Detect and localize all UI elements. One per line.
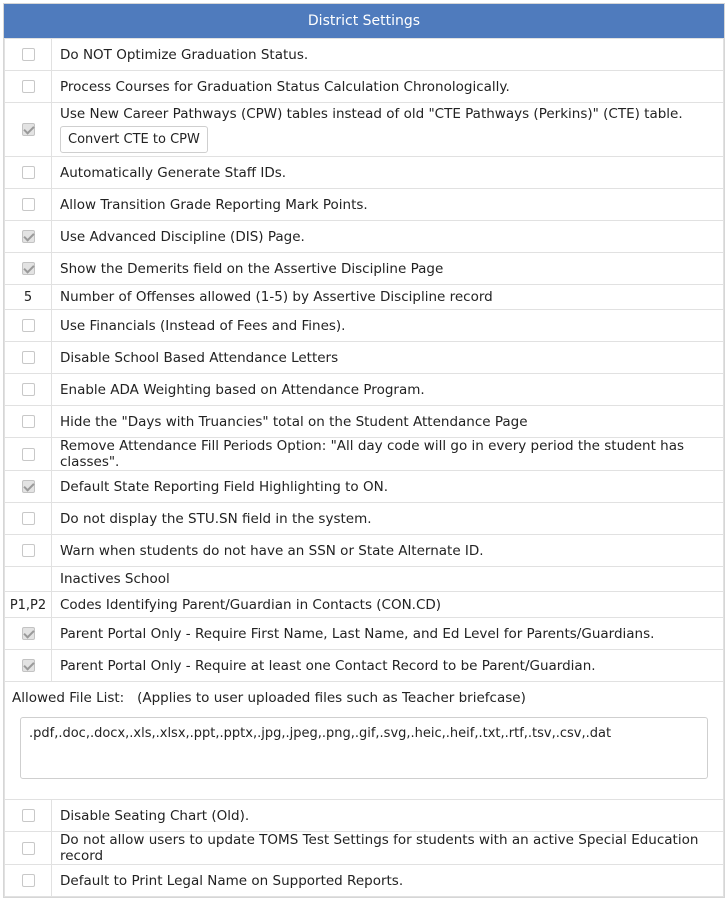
panel-title: District Settings [307, 13, 421, 29]
setting-label: Default to Print Legal Name on Supported Reports. [60, 872, 404, 889]
checkbox-disable-seating-chart[interactable] [22, 809, 35, 822]
checkbox-generate-staff-ids[interactable] [22, 166, 35, 179]
setting-row-generate-staff-ids [5, 157, 724, 189]
checkbox-grad-chronological[interactable] [22, 80, 35, 93]
settings-table [4, 38, 724, 897]
setting-row-portal-require-names [5, 618, 724, 650]
convert-cte-to-cpw-button[interactable]: Convert CTE to CPW [60, 126, 208, 153]
setting-label: Do NOT Optimize Graduation Status. [60, 46, 309, 63]
allowed-files-textarea[interactable]: .pdf,.doc,.docx,.xls,.xlsx,.ppt,.pptx,.jpg,.jpeg,.png,.gif,.svg,.heic,.heif,.txt,.rtf,.tsv,.csv,.dat [20, 717, 708, 779]
setting-row-use-financials [5, 310, 724, 342]
checkbox-state-reporting-highlight[interactable] [22, 480, 35, 493]
checkbox-hide-stu-sn[interactable] [22, 512, 35, 525]
setting-row-disable-seating-chart [5, 800, 724, 832]
number-offenses-value[interactable]: 5 [23, 290, 33, 305]
setting-label: Parent Portal Only - Require at least one Contact Record to be Parent/Guardian. [60, 657, 596, 674]
setting-row-warn-ssn [5, 535, 724, 567]
setting-row-number-offenses [5, 285, 724, 310]
setting-label: Remove Attendance Fill Periods Option: "All day code will go in every period the student has classes". [60, 438, 685, 470]
setting-row-show-demerits [5, 253, 724, 285]
setting-row-grad-chronological [5, 71, 724, 103]
setting-row-parent-guardian-codes [5, 592, 724, 618]
checkbox-toms-test-settings[interactable] [22, 842, 35, 855]
setting-label: Codes Identifying Parent/Guardian in Contacts (CON.CD) [60, 596, 442, 613]
setting-label: Number of Offenses allowed (1-5) by Assertive Discipline record [60, 289, 493, 305]
panel-header [4, 4, 724, 38]
setting-label: Allow Transition Grade Reporting Mark Points. [60, 196, 368, 213]
setting-label: Inactives School [60, 571, 170, 587]
setting-row-advanced-discipline [5, 221, 724, 253]
allowed-files-label: Allowed File List: [12, 690, 125, 706]
setting-label: Use Advanced Discipline (DIS) Page. [60, 228, 305, 245]
setting-label: Use New Career Pathways (CPW) tables instead of old "CTE Pathways (Perkins)" (CTE) table. [60, 106, 683, 122]
setting-row-allowed-files [5, 682, 724, 800]
setting-row-use-cpw [5, 103, 724, 157]
checkbox-hide-truancies[interactable] [22, 415, 35, 428]
allowed-files-note: (Applies to user uploaded files such as Teacher briefcase) [137, 690, 526, 706]
setting-label: Process Courses for Graduation Status Calculation Chronologically. [60, 78, 510, 95]
setting-row-portal-require-contact [5, 650, 724, 682]
setting-label: Hide the "Days with Truancies" total on the Student Attendance Page [60, 413, 528, 430]
checkbox-print-legal-name[interactable] [22, 874, 35, 887]
checkbox-portal-require-names[interactable] [22, 627, 35, 640]
setting-row-print-legal-name [5, 865, 724, 897]
checkbox-show-demerits[interactable] [22, 262, 35, 275]
checkbox-no-optimize-grad[interactable] [22, 48, 35, 61]
checkbox-use-cpw[interactable] [22, 123, 35, 136]
setting-row-inactives-school [5, 567, 724, 592]
setting-row-hide-stu-sn [5, 503, 724, 535]
setting-label: Default State Reporting Field Highlighting to ON. [60, 478, 388, 495]
setting-label: Disable Seating Chart (Old). [60, 807, 250, 824]
checkbox-ada-weighting[interactable] [22, 383, 35, 396]
setting-label: Disable School Based Attendance Letters [60, 349, 339, 366]
setting-row-toms-test-settings [5, 832, 724, 865]
checkbox-disable-attendance-letters[interactable] [22, 351, 35, 364]
setting-label: Use Financials (Instead of Fees and Fines). [60, 317, 346, 334]
setting-label: Automatically Generate Staff IDs. [60, 164, 287, 181]
setting-row-remove-fill-periods [5, 438, 724, 471]
setting-label: Do not allow users to update TOMS Test Settings for students with an active Special Education record [60, 832, 699, 864]
checkbox-portal-require-contact[interactable] [22, 659, 35, 672]
checkbox-advanced-discipline[interactable] [22, 230, 35, 243]
checkbox-warn-ssn[interactable] [22, 544, 35, 557]
setting-row-transition-grade [5, 189, 724, 221]
setting-label: Do not display the STU.SN field in the system. [60, 510, 372, 527]
setting-row-ada-weighting [5, 374, 724, 406]
checkbox-remove-fill-periods[interactable] [22, 448, 35, 461]
setting-row-no-optimize-grad [5, 39, 724, 71]
district-settings-panel [3, 3, 725, 898]
setting-row-hide-truancies [5, 406, 724, 438]
setting-label: Warn when students do not have an SSN or State Alternate ID. [60, 542, 484, 559]
setting-row-state-reporting-highlight [5, 471, 724, 503]
setting-label: Enable ADA Weighting based on Attendance Program. [60, 381, 425, 398]
checkbox-transition-grade[interactable] [22, 198, 35, 211]
setting-label: Show the Demerits field on the Assertive Discipline Page [60, 260, 444, 277]
setting-row-disable-attendance-letters [5, 342, 724, 374]
allowed-files-label-line [5, 682, 723, 709]
parent-guardian-codes-value[interactable]: P1,P2 [9, 597, 47, 613]
setting-label: Parent Portal Only - Require First Name, Last Name, and Ed Level for Parents/Guardians. [60, 625, 655, 642]
checkbox-use-financials[interactable] [22, 319, 35, 332]
